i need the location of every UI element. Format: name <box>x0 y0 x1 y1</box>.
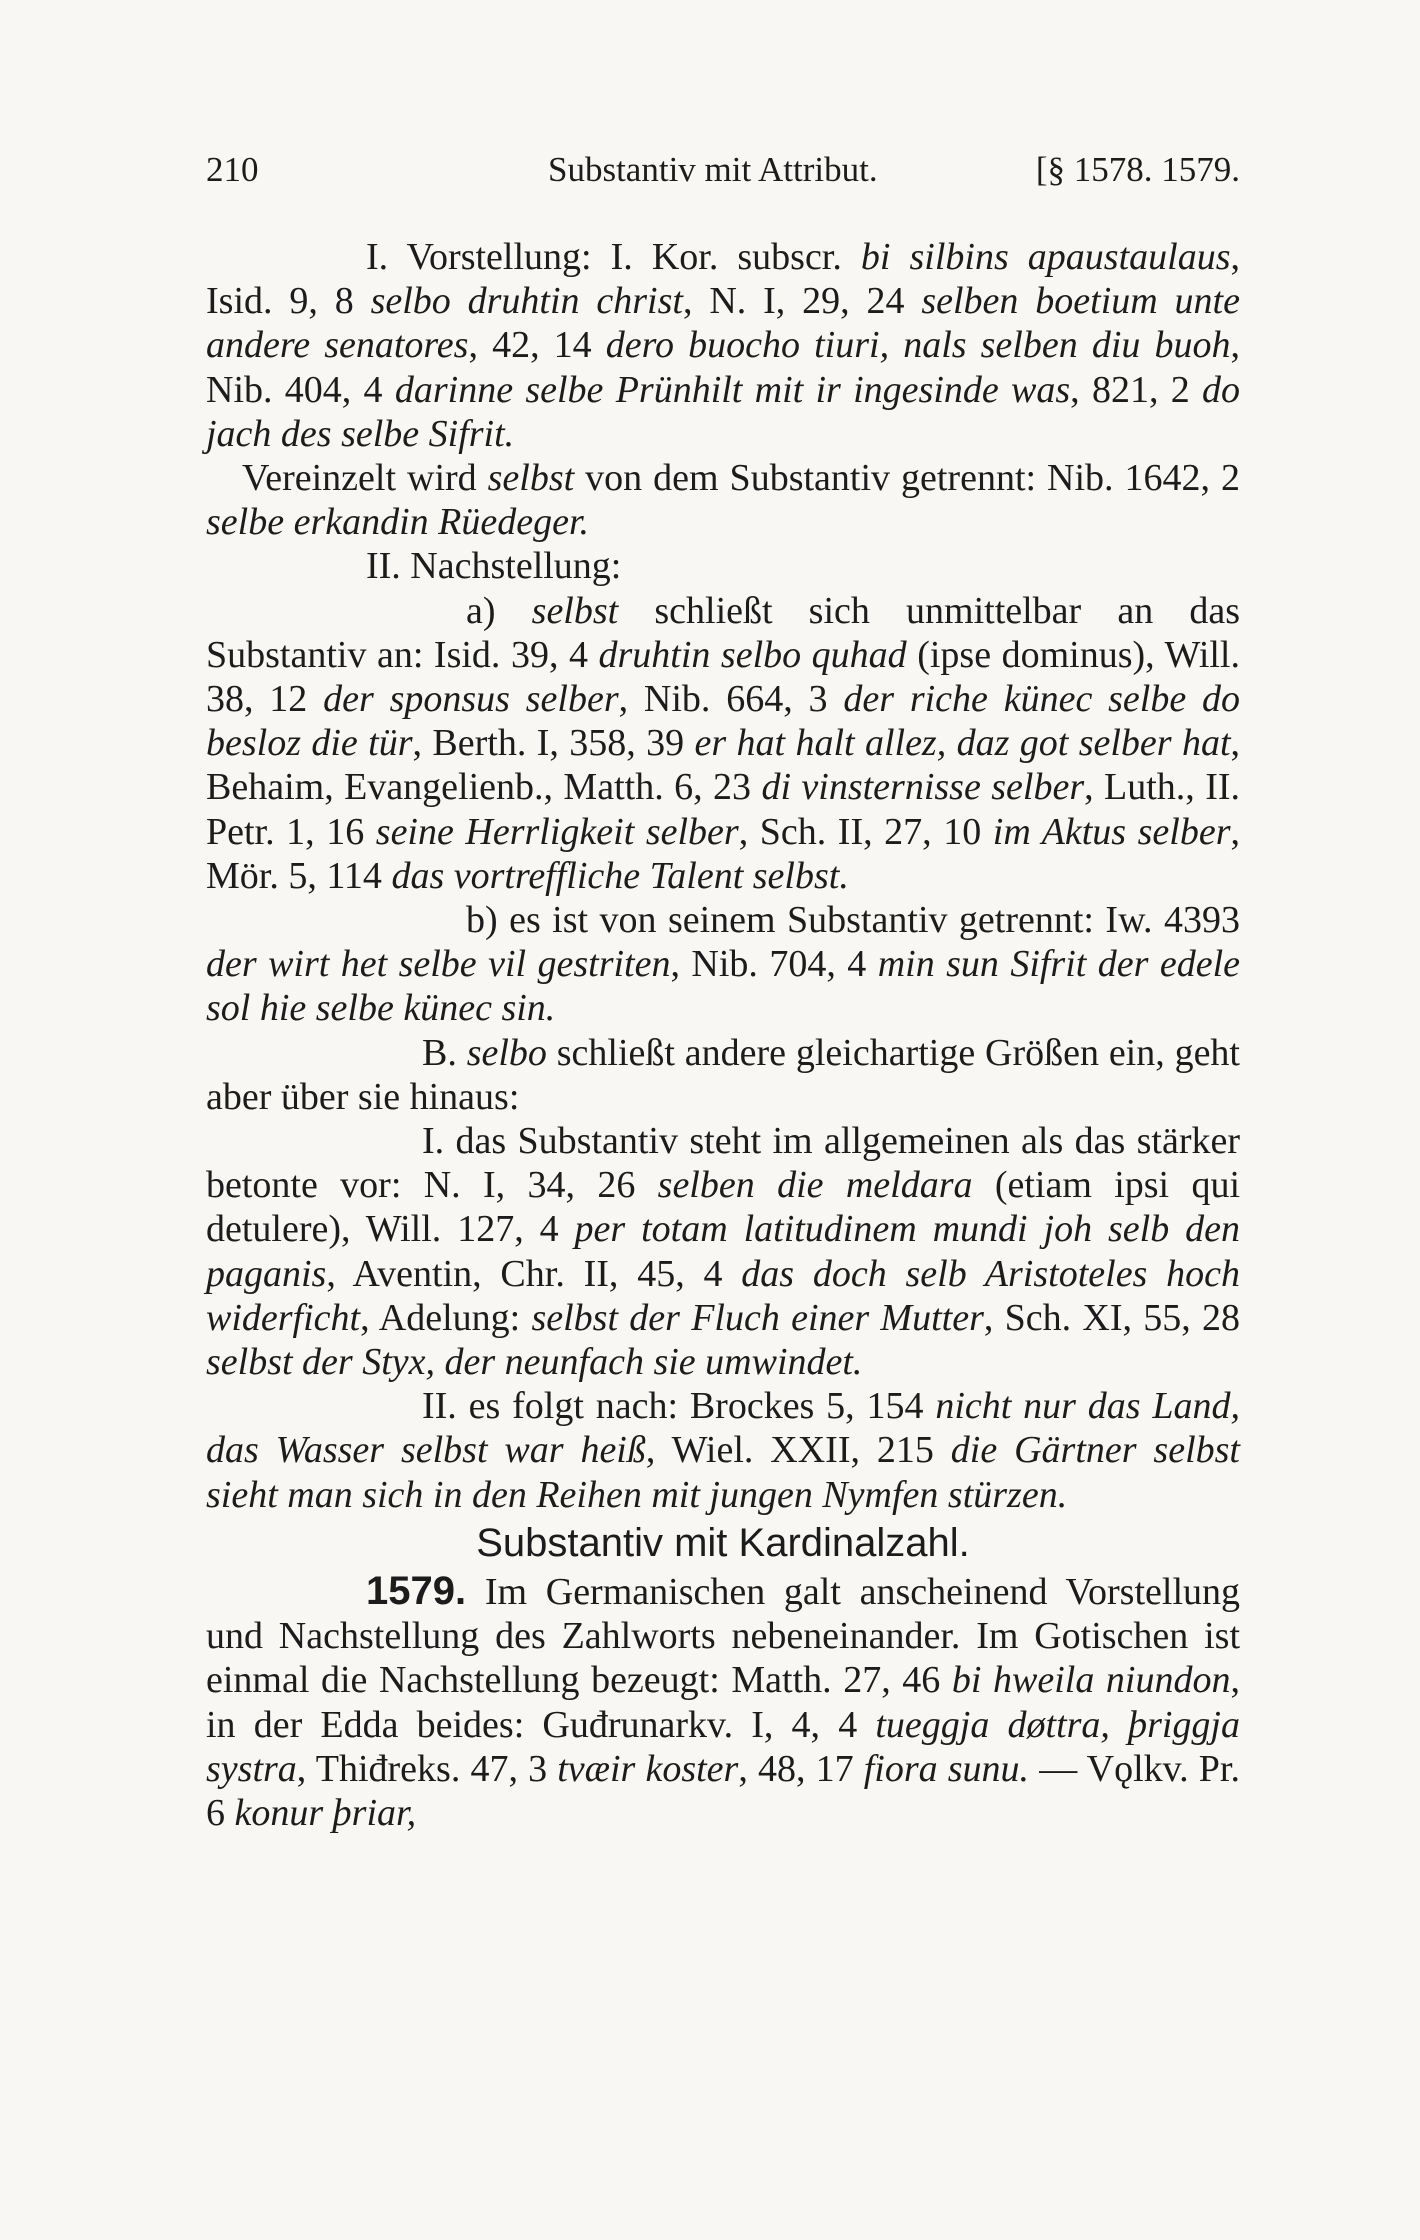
section-heading: Substantiv mit Kardinalzahl. <box>476 1520 970 1565</box>
section-number: 1579. <box>366 1568 467 1613</box>
paragraph-nachstellung-heading: II. Nachstellung: <box>366 545 622 588</box>
running-header <box>206 150 1240 190</box>
section-reference: [§ 1578. 1579. <box>1035 150 1240 189</box>
paragraph-b-selbo: B. selbo schließt andere gleichartige Größen ein, geht aber über sie hinaus: <box>206 1031 1240 1118</box>
paragraph-b-i: I. das Substantiv steht im allgemeinen als das stärker betonte vor: N. I, 34, 26 selben die meldara (etiam ipsi qui detulere), Will. 127, 4 per totam latitudinem mundi joh selb den paganis, Aventin, Chr. II, 45, 4 das doch selb Aristoteles hoch widerficht, Adelung: selbst der Fluch einer Mutter, Sch. XI, 55, 28 selbst der Styx, der neunfach sie umwindet. <box>206 1120 1241 1384</box>
paragraph-nachstellung-a: a) selbst schließt sich unmittelbar an das Substantiv an: Isid. 39, 4 druhtin selbo quhad (ipse dominus), Will. 38, 12 der sponsus selber, Nib. 664, 3 der riche künec selbe do besloz die tür, Berth. I, 358, 39 er hat halt allez, daz got selber hat, Behaim, Evangelienb., Matth. 6, 23 di vinsternisse selber, Luth., II. Petr. 1, 16 seine Herrligkeit selber, Sch. II, 27, 10 im Aktus selber, Mör. 5, 114 das vortreffliche Talent selbst. <box>206 589 1241 897</box>
paragraph-vereinzelt: Vereinzelt wird selbst von dem Substantiv getrennt: Nib. 1642, 2 selbe erkandin Rüedeger. <box>206 457 1240 544</box>
paragraph-b-ii: II. es folgt nach: Brockes 5, 154 nicht nur das Land, das Wasser selbst war heiß, Wiel. XXII, 215 die Gärtner selbst sieht man sich in den Reihen mit jungen Nymfen stürzen. <box>206 1385 1240 1516</box>
page-number: 210 <box>206 150 259 189</box>
paragraph-nachstellung-b: b) es ist von seinem Substantiv getrennt: Iw. 4393 der wirt het selbe vil gestriten, Nib. 704, 4 min sun Sifrit der edele sol hie selbe künec sin. <box>206 899 1240 1030</box>
running-title: Substantiv mit Attribut. <box>548 150 878 189</box>
paragraph-1579: 1579. Im Germanischen galt anscheinend Vorstellung und Nachstellung des Zahlworts nebeneinander. Im Gotischen ist einmal die Nachstellung bezeugt: Matth. 27, 46 bi hweila niundon, in der Edda beides: Guđrunarkv. I, 4, 4 tueggja døttra, þriggja systra, Thiđreks. 47, 3 tvæir koster, 48, 17 fiora sunu. — Vǫlkv. Pr. 6 konur þriar, <box>206 1568 1240 1834</box>
paragraph-vorstellung: I. Vorstellung: I. Kor. subscr. bi silbins apaustaulaus, Isid. 9, 8 selbo druhtin christ, N. I, 29, 24 selben boetium unte andere senatores, 42, 14 dero buocho tiuri, nals selben diu buoh, Nib. 404, 4 darinne selbe Prünhilt mit ir ingesinde was, 821, 2 do jach des selbe Sifrit. <box>206 236 1241 455</box>
footer-bleedthrough <box>206 2090 1240 2114</box>
page-body <box>206 235 1240 1835</box>
